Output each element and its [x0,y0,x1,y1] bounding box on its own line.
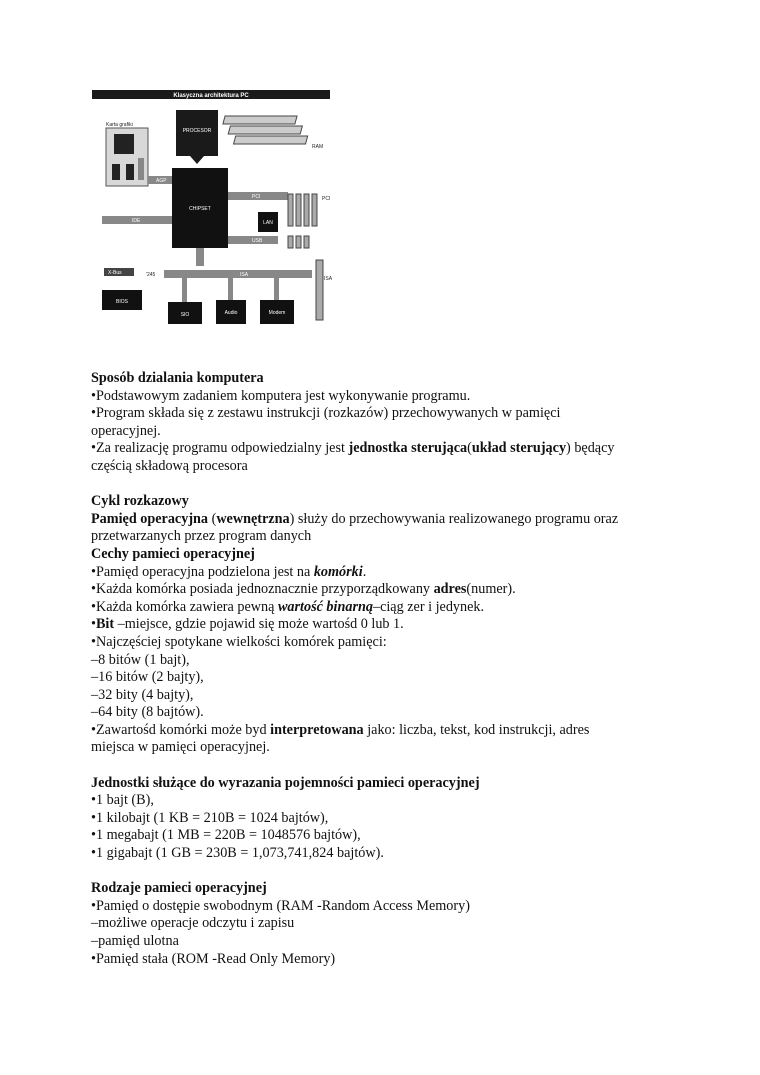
text-line: operacyjnej. [91,422,161,439]
text-line: częścią składową procesora [91,457,248,474]
text-line: przetwarzanych przez program danych [91,528,312,545]
section-heading: Sposób dzialania komputera [91,370,264,386]
label-lan: LAN [263,220,273,226]
section-heading: Jednostki służące do wyrazania pojemności pamieci operacyjnej [91,774,480,791]
text-line: •Program składa się z zestawu instrukcji (rozkazów) przechowywanych w pamięci [91,405,561,422]
label-chipset: CHIPSET [189,206,211,212]
text-line: •1 gigabajt (1 GB = 230B = 1,073,741,824 bajtów). [91,845,384,862]
label-245: '245 [146,272,156,278]
label-pci-side: PCI [322,196,331,202]
text-line: •Podstawowym zadaniem komputera jest wykonywanie programu. [91,387,471,404]
chipset-isa-link [196,248,204,266]
processor-arrow [190,156,204,164]
section-heading: Rodzaje pamieci operacyjnej [91,880,267,897]
label-usb: USB [252,238,263,244]
text-line: –pamięd ulotna [91,933,179,949]
architecture-diagram-svg [92,90,333,326]
label-isa-side: ISA [324,276,333,282]
text-line: •Bit –miejsce, gdzie pojawid się może wartośd 0 lub 1. [91,616,404,633]
text-line: Pamięd operacyjna (wewnętrzna) służy do przechowywania realizowanego programu oraz [91,510,619,527]
label-pci: PCI [252,194,261,200]
label-agp: AGP [156,178,167,184]
document-body [91,370,691,968]
text-line: •1 megabajt (1 MB = 220B = 1048576 bajtów), [91,827,361,844]
text-line: –32 bity (4 bajty), [91,686,194,703]
graphics-port-2 [126,164,134,180]
text-line: •Każda komórka zawiera pewną wartość binarną–ciąg zer i jedynek. [91,598,485,615]
graphics-chip [114,134,134,154]
text-line: •Pamięd stała (ROM -Read Only Memory) [91,950,336,967]
label-bios: BIOS [116,299,128,305]
text-line: –16 bitów (2 bajty), [91,669,204,686]
pci-slots [288,194,317,226]
label-sio: SIO [180,312,190,318]
label-isa: ISA [240,272,249,278]
section-heading: Cykl rozkazowy [91,493,189,510]
label-xbus: X-Bus [108,270,122,276]
diagram-title: Klasyczna architektura PC [173,93,249,99]
text-line: •1 bajt (B), [91,792,154,809]
text-line: •Za realizację programu odpowiedzialny jest jednostka sterująca(układ sterujący) będący [91,440,615,457]
text-line: –możliwe operacje odczytu i zapisu [91,915,295,932]
section-subheading: Cechy pamieci operacyjnej [91,545,255,562]
label-procesor: PROCESOR [182,128,212,134]
text-line: •1 kilobajt (1 KB = 210B = 1024 bajtów), [91,809,329,826]
isa-slot [316,260,323,320]
architecture-diagram [92,90,333,326]
text-line: •Najczęściej spotykane wielkości komórek pamięci: [91,633,387,650]
text-line: miejsca w pamięci operacyjnej. [91,739,270,756]
label-ram: RAM [312,144,324,150]
text-line: •Zawartośd komórki może byd interpretowana jako: liczba, tekst, kod instrukcji, adres [91,721,590,738]
label-karta-grafiki: Karta grafiki [106,122,133,128]
label-modem: Modem [268,310,286,316]
label-audio: Audio [224,310,238,316]
usb-ports [288,236,309,248]
label-ide: IDE [132,218,141,224]
isa-device-links [182,278,279,302]
text-line: •Każda komórka posiada jednoznacznie przyporządkowany adres(numer). [91,581,516,598]
text-line: –64 bity (8 bajtów). [91,704,204,721]
text-line: –8 bitów (1 bajt), [91,651,190,668]
ram-modules [223,116,308,144]
isa-bus [164,270,312,278]
graphics-connector [138,158,144,180]
graphics-port-1 [112,164,120,180]
text-line: •Pamięd o dostępie swobodnym (RAM -Random Access Memory) [91,897,470,914]
text-line: •Pamięd operacyjna podzielona jest na komórki. [91,563,367,580]
